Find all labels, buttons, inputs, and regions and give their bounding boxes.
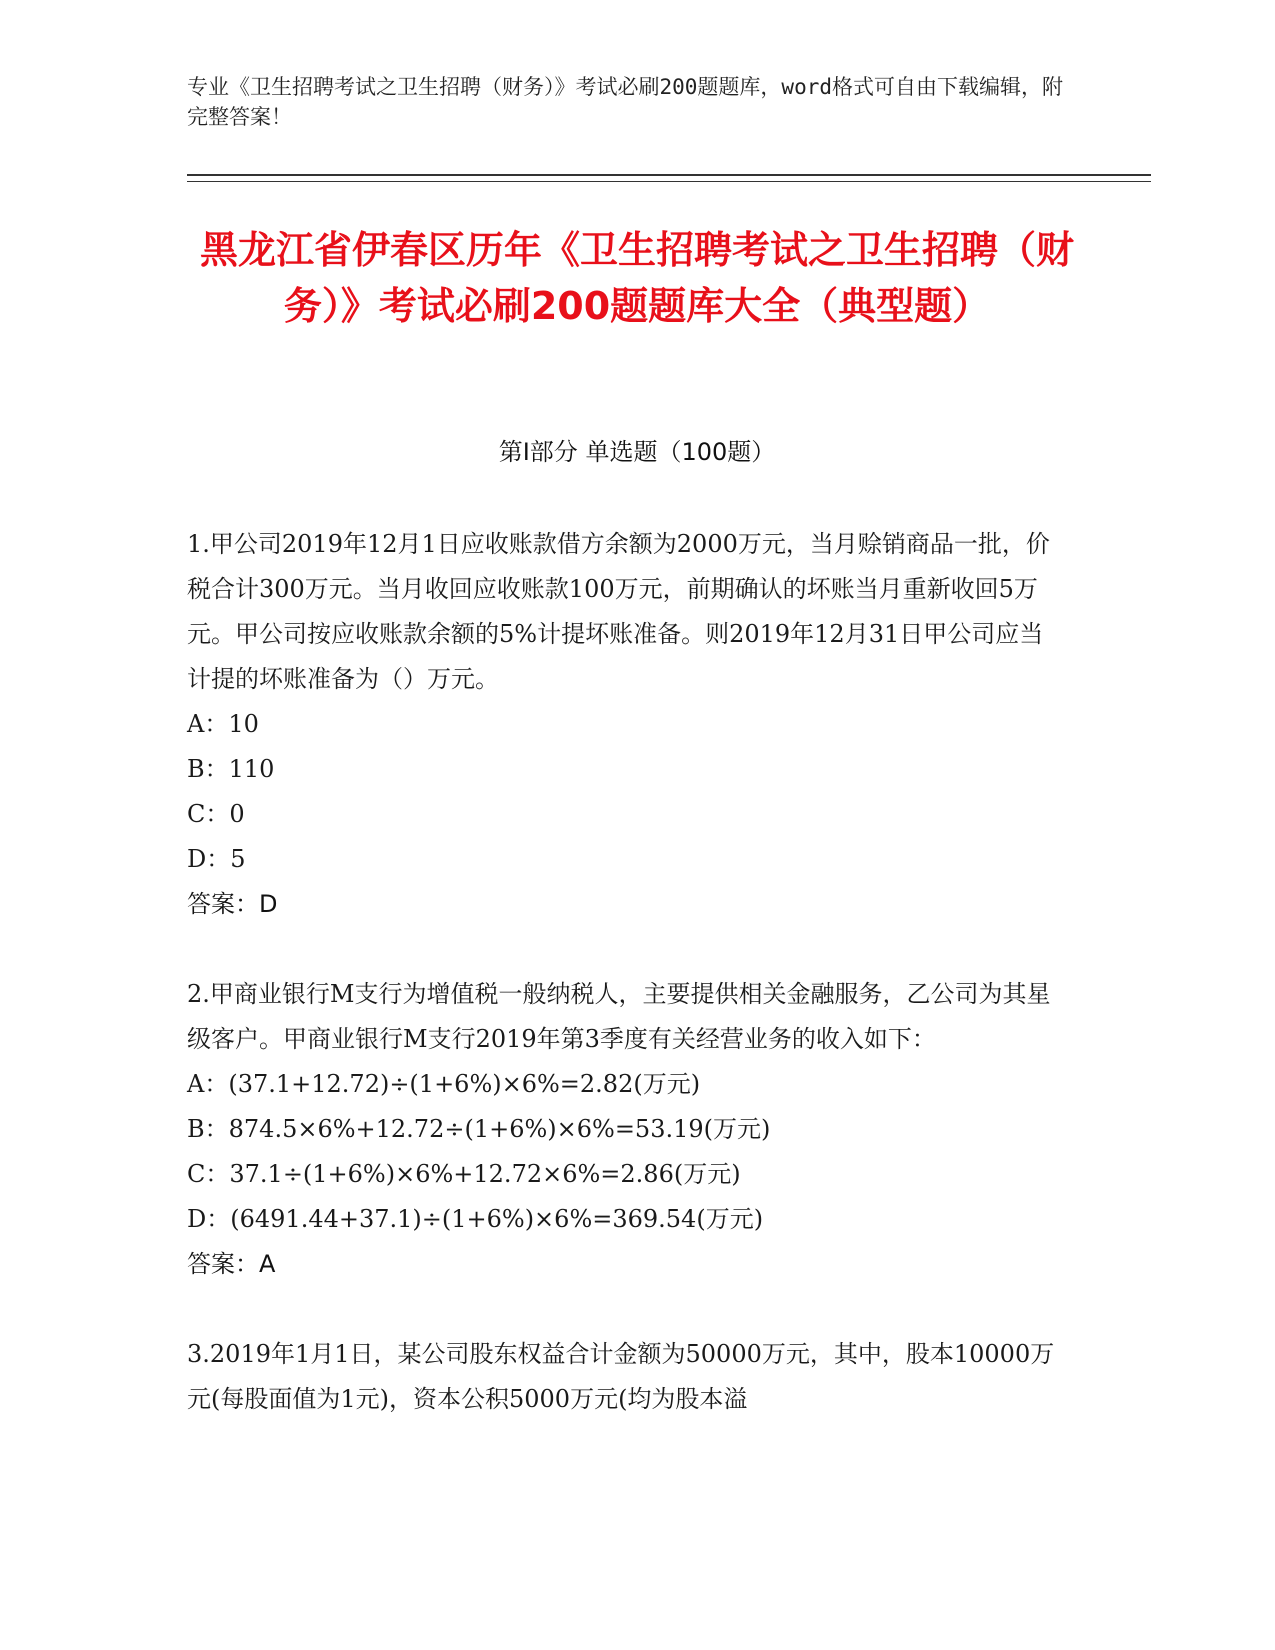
question-list [187, 522, 1087, 1467]
document-title: 黑龙江省伊春区历年《卫生招聘考试之卫生招聘（财务）》考试必刷200题题库大全（典型题） [199, 228, 1074, 328]
option-letter: D： [187, 845, 231, 873]
option-text: (6491.44+37.1)÷(1+6%)×6%=369.54(万元) [230, 1205, 764, 1233]
option-letter: C： [187, 800, 230, 828]
option-d [187, 1197, 1087, 1242]
question-2 [187, 972, 1087, 1287]
question-1 [187, 522, 1087, 927]
option-text: 10 [228, 710, 259, 738]
option-text: 110 [228, 755, 275, 783]
option-c [187, 1152, 1087, 1197]
question-stem: 1.甲公司2019年12月1日应收账款借方余额为2000万元，当月赊销商品一批，价税合计300万元。当月收回应收账款100万元，前期确认的坏账当月重新收回5万元。甲公司按应收账款余额的5%计提坏账准备。则2019年12月31日甲公司应当计提的坏账准备为（）万元。 [187, 530, 1050, 693]
question-stem: 2.甲商业银行M支行为增值税一般纳税人，主要提供相关金融服务，乙公司为其星级客户。甲商业银行M支行2019年第3季度有关经营业务的收入如下： [187, 980, 1051, 1053]
option-letter: D： [187, 1205, 231, 1233]
question-stem: 3.2019年1月1日，某公司股东权益合计金额为50000万元，其中，股本10000万元(每股面值为1元)，资本公积5000万元(均为股本溢 [187, 1340, 1055, 1413]
option-text: 0 [229, 800, 245, 828]
option-letter: B： [187, 755, 229, 783]
section-title: 第Ⅰ部分 单选题（100题） [498, 438, 776, 466]
option-c [187, 792, 1087, 837]
option-text: (37.1+12.72)÷(1+6%)×6%=2.82(万元) [228, 1070, 701, 1098]
option-text: 5 [230, 845, 246, 873]
option-a [187, 702, 1087, 747]
question-3 [187, 1332, 1087, 1422]
option-letter: C： [187, 1160, 230, 1188]
option-b [187, 1107, 1087, 1152]
header-note: 专业《卫生招聘考试之卫生招聘（财务）》考试必刷200题题库，word格式可自由下载编辑，附完整答案！ [187, 75, 1063, 129]
option-d [187, 837, 1087, 882]
option-a [187, 1062, 1087, 1107]
option-letter: A： [187, 1070, 229, 1098]
header-rule-thin [187, 181, 1151, 182]
option-text: 37.1÷(1+6%)×6%+12.72×6%=2.86(万元) [229, 1160, 741, 1188]
option-letter: B： [187, 1115, 229, 1143]
answer-line: 答案：D [187, 890, 278, 918]
option-text: 874.5×6%+12.72÷(1+6%)×6%=53.19(万元) [228, 1115, 771, 1143]
option-b [187, 747, 1087, 792]
answer-line: 答案：A [187, 1250, 276, 1278]
option-letter: A： [187, 710, 229, 738]
header-rule-thick [187, 174, 1151, 176]
